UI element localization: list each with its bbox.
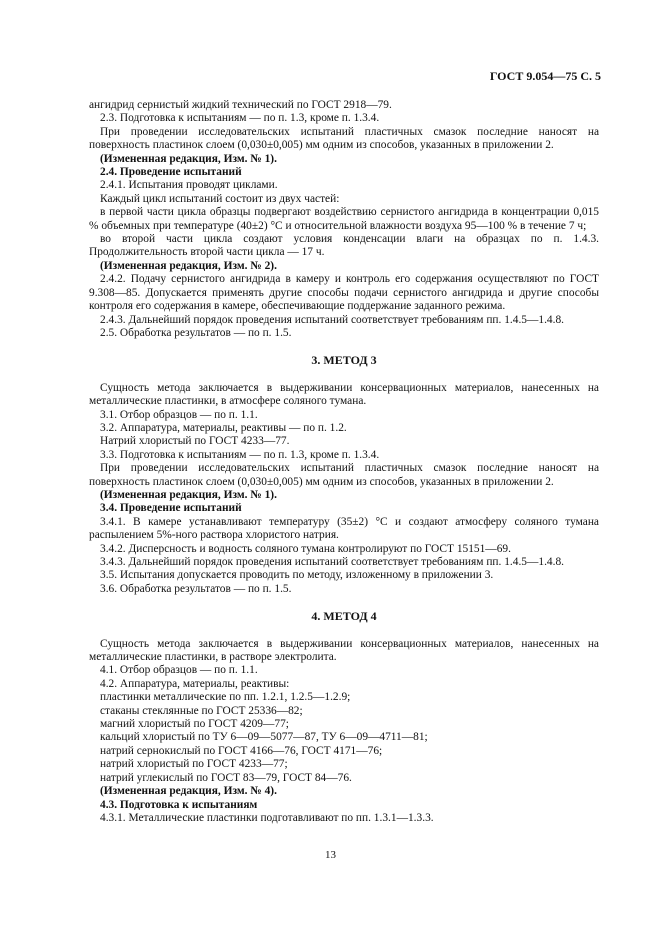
paragraph: 3.3. Подготовка к испытаниям — по п. 1.3, кроме п. 1.3.4.: [100, 448, 380, 461]
amendment-note: (Измененная редакция, Изм. № 4).: [100, 785, 277, 798]
paragraph: 2.4.3. Дальнейший порядок проведения испытаний соответствует требованиям пп. 1.4.5—1.4.8.: [100, 313, 565, 326]
list-item: натрий хлористый по ГОСТ 4233—77;: [100, 758, 288, 771]
section-subheading: 4.3. Подготовка к испытаниям: [100, 798, 258, 811]
amendment-note: (Измененная редакция, Изм. № 2).: [100, 259, 277, 272]
list-item: натрий сернокислый по ГОСТ 4166—76, ГОСТ 4171—76;: [100, 744, 383, 757]
paragraph: 3.4.3. Дальнейший порядок проведения испытаний соответствует требованиям пп. 1.4.5—1.4.8.: [100, 556, 565, 568]
section-subheading: 3.4. Проведение испытаний: [100, 502, 242, 515]
paragraph: 3.5. Испытания допускается проводить по методу, изложенному в приложении 3.: [100, 569, 494, 582]
paragraph: 2.4.2. Подачу сернистого ангидрида в камеру и контроль его содержания осуществляют по ГОСТ 9.308—85. Допускается применять другие способы подачи сернистого ангидрида и другие способы контроля его содержания в камере, обеспечивающие поддержание заданного режима.: [89, 273, 599, 313]
paragraph: 2.4.1. Испытания проводят циклами.: [100, 179, 278, 192]
paragraph: 3.6. Обработка результатов — по п. 1.5.: [100, 582, 292, 595]
paragraph: Натрий хлористый по ГОСТ 4233—77.: [100, 435, 290, 448]
amendment-note: (Измененная редакция, Изм. № 1).: [100, 488, 277, 501]
paragraph: 3.1. Отбор образцов — по п. 1.1.: [100, 408, 258, 421]
list-item: магний хлористый по ГОСТ 4209—77;: [100, 718, 289, 731]
section-subheading: 2.4. Проведение испытаний: [100, 166, 242, 179]
list-item: натрий углекислый по ГОСТ 83—79, ГОСТ 84—76.: [100, 771, 352, 784]
amendment-note: (Измененная редакция, Изм. № 1).: [100, 152, 277, 165]
list-item: пластинки металлические по пп. 1.2.1, 1.2.5—1.2.9;: [100, 691, 351, 704]
paragraph: 2.3. Подготовка к испытаниям — по п. 1.3, кроме п. 1.3.4.: [100, 112, 380, 125]
paragraph: 3.4.2. Дисперсность и водность соляного тумана контролируют по ГОСТ 15151—69.: [100, 542, 511, 555]
section-heading: 3. МЕТОД 3: [311, 353, 377, 368]
paragraph: Сущность метода заключается в выдерживании консервационных материалов, нанесенных на металлические пластинки, в атмосфере соляного тумана.: [89, 381, 599, 408]
section-heading: 4. МЕТОД 4: [311, 609, 377, 624]
paragraph: 4.2. Аппаратура, материалы, реактивы:: [100, 677, 290, 690]
paragraph: 4.3.1. Металлические пластинки подготавливают по пп. 1.3.1—1.3.3.: [100, 811, 434, 824]
list-item: кальций хлористый по ТУ 6—09—5077—87, ТУ 6—09—4711—81;: [100, 731, 428, 744]
paragraph: При проведении исследовательских испытаний пластичных смазок последние наносят на поверхность пластинок слоем (0,030±0,005) мм одним из способов, указанных в приложении 2.: [89, 462, 599, 488]
paragraph: 2.5. Обработка результатов — по п. 1.5.: [100, 326, 292, 339]
paragraph: 3.2. Аппаратура, материалы, реактивы — по п. 1.2.: [100, 421, 347, 434]
running-header: ГОСТ 9.054—75 С. 5: [489, 69, 601, 83]
page-number: 13: [325, 849, 336, 861]
paragraph: в первой части цикла образцы подвергают воздействию сернистого ангидрида в концентрации 0,015 % объемных при температуре (40±2) °С и относительной влажности воздуха 95—100 % в течение 7 ч;: [89, 206, 599, 232]
paragraph: 4.1. Отбор образцов — по п. 1.1.: [100, 664, 258, 677]
paragraph: Каждый цикл испытаний состоит из двух частей:: [100, 192, 340, 205]
paragraph: ангидрид сернистый жидкий технический по ГОСТ 2918—79.: [89, 99, 392, 111]
list-item: стаканы стеклянные по ГОСТ 25336—82;: [100, 704, 303, 717]
paragraph: При проведении исследовательских испытаний пластичных смазок последние наносят на поверхность пластинок слоем (0,030±0,005) мм одним из способов, указанных в приложении 2.: [89, 125, 599, 152]
paragraph: 3.4.1. В камере устанавливают температуру (35±2) °С и создают атмосферу соляного тумана распылением 5%-ного раствора хлористого натрия.: [89, 515, 599, 542]
paragraph: во второй части цикла создают условия конденсации влаги на образцах по п. 1.4.3. Продолжительность второй части цикла — 17 ч.: [89, 233, 599, 259]
paragraph: Сущность метода заключается в выдерживании консервационных материалов, нанесенных на металлические пластинки, в растворе электролита.: [89, 637, 599, 664]
document-body: [89, 99, 599, 825]
